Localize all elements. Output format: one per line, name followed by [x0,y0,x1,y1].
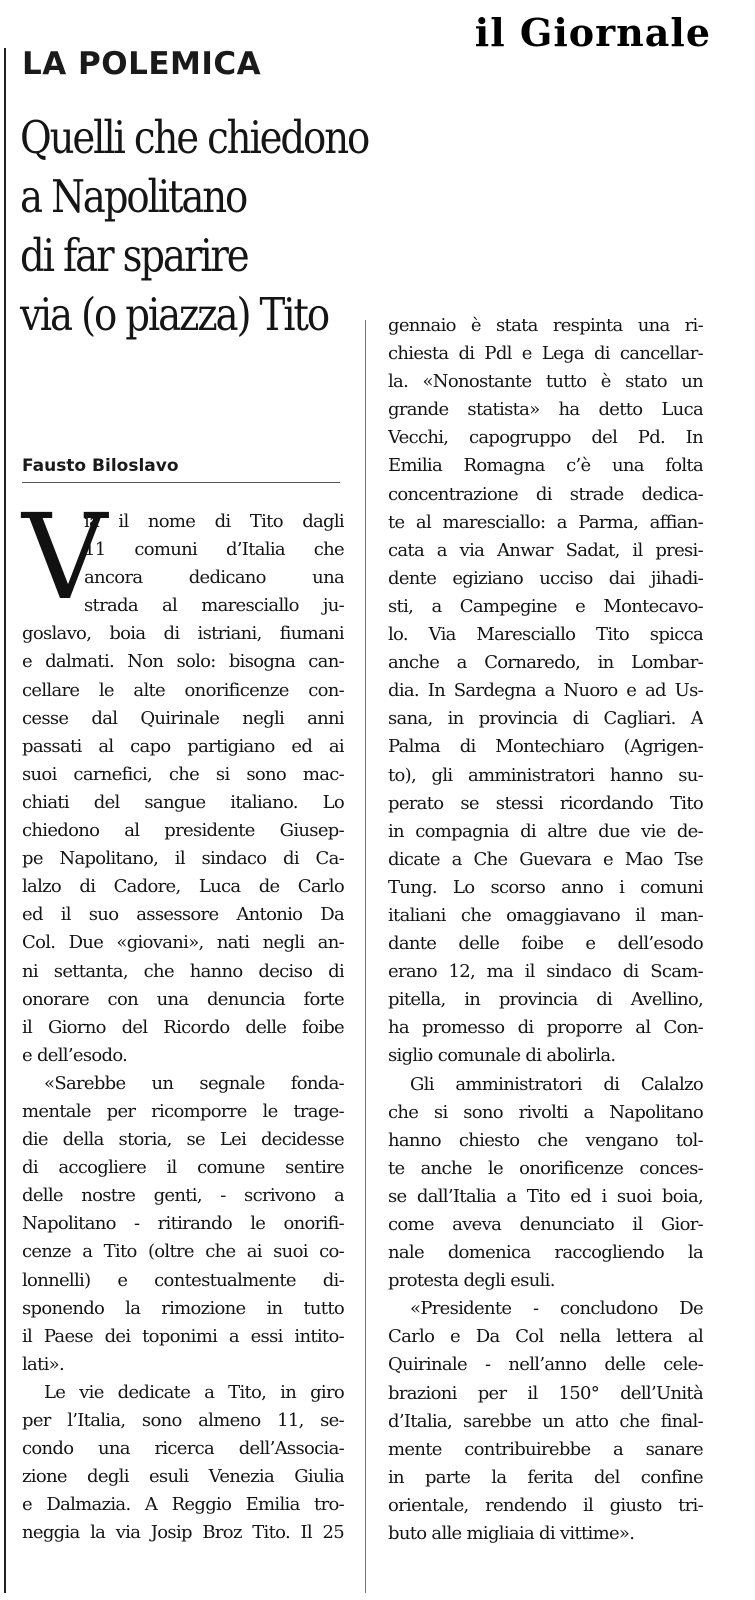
newspaper-masthead: il Giornale [474,10,711,55]
text-line: Emilia Romagna c’è una folta [388,455,703,477]
text-line: 11 comuni d’Italia che [84,539,344,561]
text-line: dicate a Che Guevara e Mao Tse [388,848,703,870]
text-line: di accogliere il comune sentire [22,1157,344,1179]
text-line: passati al capo partigiano ed ai [22,735,344,757]
text-line: cata a via Anwar Sadat, il presi- [388,539,703,561]
article-column-left [22,508,344,1547]
left-border-rule [4,48,6,1593]
text-line: pe Napolitano, il sindaco di Ca- [22,848,344,870]
text-line: to), gli amministratori hanno su- [388,764,703,786]
text-line: mente contribuirebbe a sanare [388,1438,703,1460]
text-line: chiedono al presidente Giusep- [22,820,344,842]
text-line: brazioni per il 150° dell’Unità [388,1382,703,1404]
text-line: suoi carnefici, che si sono mac- [22,763,344,785]
text-line: gennaio è stata respinta una ri- [388,315,703,336]
text-line: onorare con una denuncia forte [22,988,344,1010]
text-line: ancora dedicano una [84,567,344,589]
text-line: te al maresciallo: a Parma, affian- [388,511,703,533]
article-headline [20,108,369,344]
text-line: sti, a Campegine e Montecavo- [388,595,703,617]
text-line: la. «Nonostante tutto è stato un [388,371,703,393]
text-line: lati». [22,1353,65,1375]
text-line: concentrazione di strade dedica- [388,483,703,505]
text-line: cenze a Tito (oltre che ai suoi co- [22,1241,344,1263]
text-line: e dalmati. Non solo: bisogna can- [22,651,344,673]
text-line: dante delle foibe e dell’esodo [388,933,703,955]
text-line: per l’Italia, sono almeno 11, se- [22,1410,344,1431]
text-line: cellare le alte onorificenze con- [22,679,344,701]
text-line: ni settanta, che hanno deciso di [22,960,344,982]
text-line: nale domenica raccogliendo la [388,1242,703,1264]
text-line: chiesta di Pdl e Lega di cancellar- [388,343,703,365]
text-line: die della storia, se Lei decidesse [22,1129,344,1151]
text-line: neggia la via Josip Broz Tito. Il 25 [22,1522,344,1544]
text-line: d’Italia, sarebbe un atto che final- [388,1410,703,1432]
text-line: sana, in provincia di Cagliari. A [388,708,703,730]
text-line: te anche le onorificenze conces- [388,1157,703,1179]
text-line: Tung. Lo scorso anno i comuni [388,876,703,898]
text-line: anche a Cornaredo, in Lombar- [388,652,703,674]
text-line: ia il nome di Tito dagli [84,511,344,532]
text-line: goslavo, boia di istriani, fiumani [22,623,344,645]
text-line: orientale, rendendo il giusto tri- [388,1494,703,1516]
text-line: ed il suo assessore Antonio Da [22,904,344,926]
text-line: lalzo di Cadore, Luca de Carlo [22,876,344,898]
text-line: Vecchi, capogruppo del Pd. In [388,427,703,449]
text-line: italiani che omaggiavano il man- [388,904,703,926]
text-line: cesse dal Quirinale negli anni [22,707,344,729]
text-line: buto alle migliaia di vittime». [388,1523,635,1545]
text-line: in compagnia di altre due vie de- [388,820,703,842]
column-divider [365,320,366,1593]
text-line: dente egiziano ucciso dai jihadi- [388,567,703,589]
text-line: Quirinale - nell’anno delle cele- [388,1354,703,1376]
text-line: in parte la ferita del confine [388,1466,703,1488]
article-column-right [388,312,703,1548]
headline-line: via (o piazza) Tito [20,288,328,341]
text-line: strada al maresciallo ju- [84,595,344,617]
section-kicker: LA POLEMICA [22,46,262,82]
text-line: sponendo la rimozione in tutto [22,1297,344,1319]
text-line: lo. Via Maresciallo Tito spicca [388,624,703,646]
text-line: grande statista» ha detto Luca [388,399,703,421]
text-line: che si sono rivolti a Napolitano [388,1101,703,1123]
text-line: Napolitano - ritirando le onorifi- [22,1213,344,1235]
text-line: siglio comunale di abolirla. [388,1045,616,1067]
author-byline: Fausto Biloslavo [22,456,179,476]
text-line: e Dalmazia. A Reggio Emilia tro- [22,1494,344,1516]
text-line: se dall’Italia a Tito ed i suoi boia, [388,1185,703,1207]
headline-line: di far sparire [20,229,248,282]
byline-rule [22,482,340,483]
text-line: Carlo e Da Col nella lettera al [388,1326,703,1348]
headline-line: Quelli che chiedono [20,111,369,164]
text-line: dia. In Sardegna a Nuoro e ad Us- [388,680,703,702]
text-line: Col. Due «giovani», nati negli an- [22,932,344,954]
text-line: il Paese dei toponimi a essi intito- [22,1325,344,1347]
text-line: come aveva denunciato il Gior- [388,1214,703,1235]
text-line: condo una ricerca dell’Associa- [22,1438,344,1460]
text-line: ha promesso di proporre al Con- [388,1017,703,1039]
text-line: il Giorno del Ricordo delle foibe [22,1016,344,1038]
text-line: protesta degli esuli. [388,1270,555,1292]
drop-cap: V [22,488,108,626]
text-line: erano 12, ma il sindaco di Scam- [388,961,703,983]
text-line: delle nostre genti, - scrivono a [22,1185,344,1207]
text-line: mentale per ricomporre le trage- [22,1100,344,1122]
text-line: Palma di Montechiaro (Agrigen- [388,736,703,758]
text-line: «Sarebbe un segnale fonda- [44,1072,344,1094]
text-line: lonnelli) e contestualmente di- [22,1269,344,1291]
text-line: e dell’esodo. [22,1044,128,1066]
text-line: zione degli esuli Venezia Giulia [22,1466,344,1488]
text-line: Gli amministratori di Calalzo [410,1073,703,1095]
text-line: hanno chiesto che vengano tol- [388,1129,703,1151]
text-line: chiati del sangue italiano. Lo [22,791,344,813]
text-line: «Presidente - concludono De [410,1298,703,1320]
text-line: Le vie dedicate a Tito, in giro [44,1381,344,1403]
text-line: perato se stessi ricordando Tito [388,792,703,814]
text-line: pitella, in provincia di Avellino, [388,989,703,1011]
headline-line: a Napolitano [20,170,247,223]
